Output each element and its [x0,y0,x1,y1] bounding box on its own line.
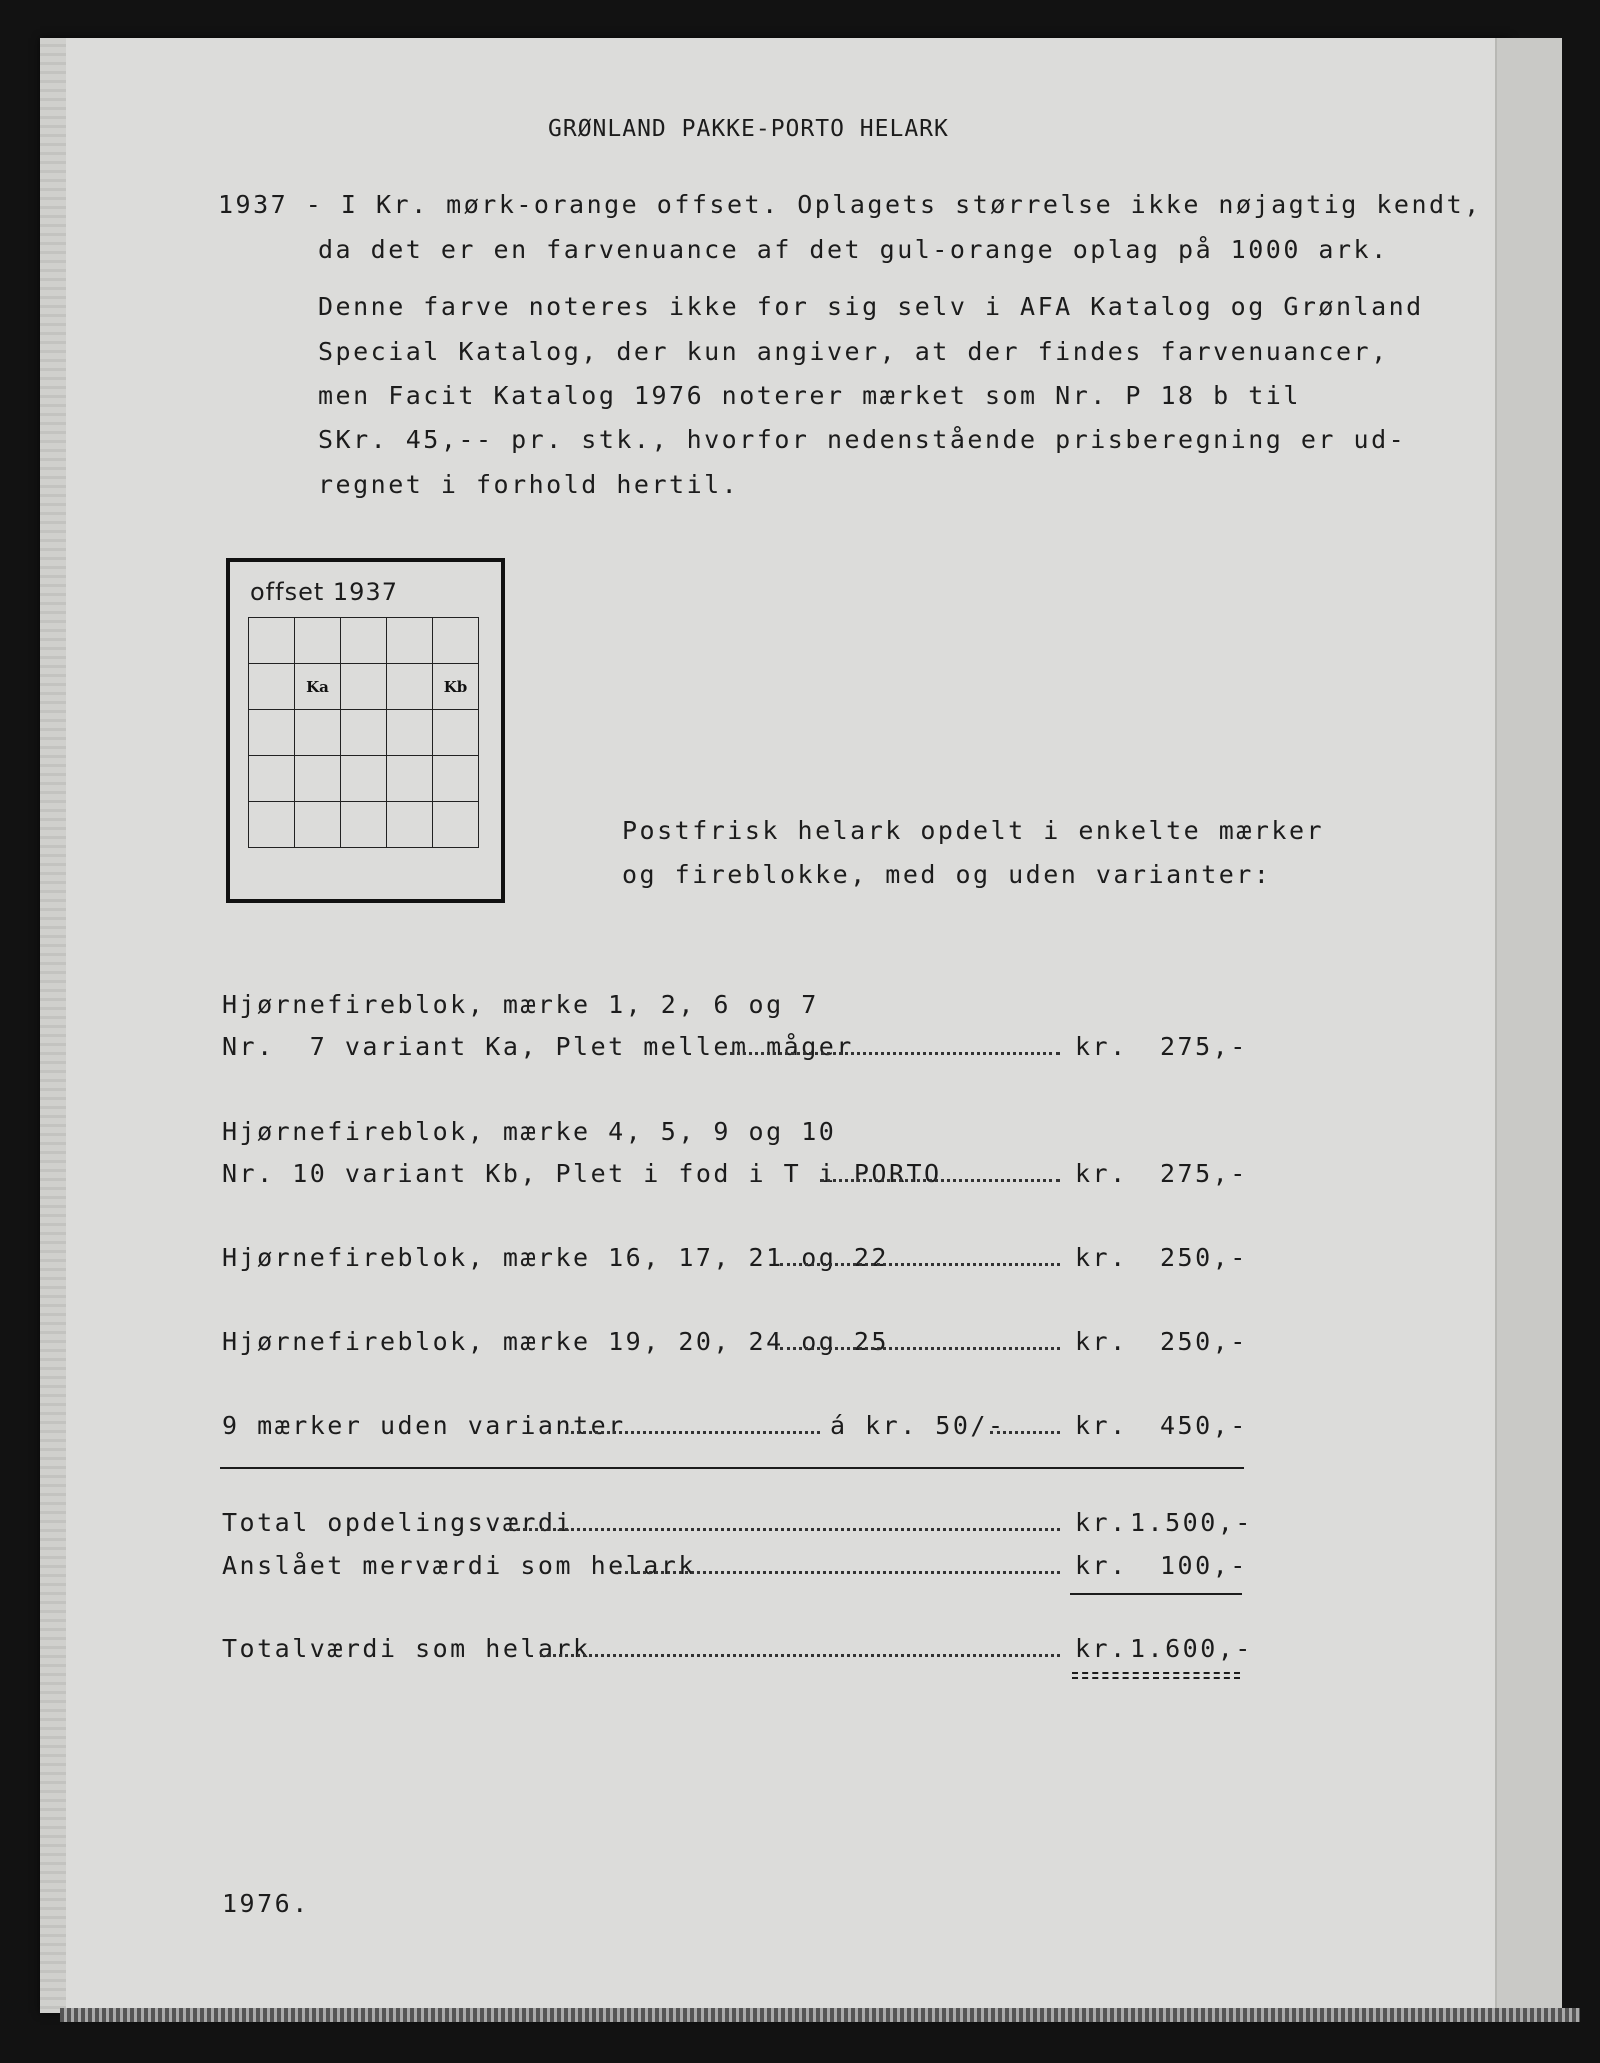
item-4-price: 250,- [1160,1327,1248,1356]
album-page-right-margin [1495,38,1562,2013]
intro-line-5: men Facit Katalog 1976 noterer mærket som Nr. P 18 b til [318,381,1301,410]
intro-line-3: Denne farve noteres ikke for sig selv i AFA Katalog og Grønland [318,292,1424,321]
leader-dots [565,1431,820,1434]
sheet-diagram-label: offset 1937 [250,578,398,606]
item-5-price: 450,- [1160,1411,1248,1440]
album-page-left-edge [40,38,66,2013]
leader-dots [780,1347,1060,1350]
added-value-currency: kr. [1075,1551,1128,1580]
cell-label-ka: Ka [295,664,341,710]
intro-line-6: SKr. 45,-- pr. stk., hvorfor nedenstående prisberegning er ud- [318,425,1407,454]
sheet-diagram-grid [248,617,479,848]
item-5-unit-price: á kr. 50/- [830,1411,1006,1440]
added-value-label: Anslået merværdi som helark [222,1551,696,1580]
item-1-variant: Nr. 7 variant Ka, Plet mellem måger [222,1032,854,1061]
item-2-currency: kr. [1075,1159,1128,1188]
grand-total-currency: kr. [1075,1634,1128,1663]
caption-line-2: og fireblokke, med og uden varianter: [622,860,1272,889]
leader-dots [540,1654,1060,1657]
footer-year: 1976. [222,1889,310,1918]
item-1-title: Hjørnefireblok, mærke 1, 2, 6 og 7 [222,990,819,1019]
item-1-currency: kr. [1075,1032,1128,1061]
intro-line-1: 1937 - I Kr. mørk-orange offset. Oplagets størrelse ikke nøjagtig kendt, [218,190,1482,219]
intro-line-2: da det er en farvenuance af det gul-orange oplag på 1000 ark. [318,235,1389,264]
item-4-currency: kr. [1075,1327,1128,1356]
caption-line-1: Postfrisk helark opdelt i enkelte mærker [622,816,1325,845]
page-title: GRØNLAND PAKKE-PORTO HELARK [548,116,949,142]
total-split-price: 1.500,- [1130,1508,1253,1537]
leader-dots [820,1179,1060,1182]
document-page [40,38,1510,2013]
sum-rule [1070,1593,1242,1595]
item-5-title: 9 mærker uden varianter [222,1411,626,1440]
intro-line-7: regnet i forhold hertil. [318,470,740,499]
item-5-currency: kr. [1075,1411,1128,1440]
grand-total-label: Totalværdi som helark [222,1634,591,1663]
item-3-currency: kr. [1075,1243,1128,1272]
grand-total-price: 1.600,- [1130,1634,1253,1663]
album-page-bottom-edge [60,2008,1580,2022]
intro-line-4: Special Katalog, der kun angiver, at der findes farvenuancer, [318,337,1389,366]
divider-rule [220,1467,1244,1469]
added-value-price: 100,- [1160,1551,1248,1580]
leader-dots [780,1263,1060,1266]
item-2-title: Hjørnefireblok, mærke 4, 5, 9 og 10 [222,1117,837,1146]
leader-dots [618,1571,1060,1574]
leader-dots [510,1528,1060,1531]
leader-dots [730,1052,1060,1055]
leader-dots [990,1431,1060,1434]
item-1-price: 275,- [1160,1032,1248,1061]
item-3-price: 250,- [1160,1243,1248,1272]
item-3-title: Hjørnefireblok, mærke 16, 17, 21 og 22 [222,1243,889,1272]
cell-label-kb: Kb [433,664,479,710]
item-2-price: 275,- [1160,1159,1248,1188]
item-2-variant: Nr. 10 variant Kb, Plet i fod i T i PORTO [222,1159,942,1188]
total-split-label: Total opdelingsværdi [222,1508,574,1537]
double-underline [1072,1672,1240,1679]
total-split-currency: kr. [1075,1508,1128,1537]
item-4-title: Hjørnefireblok, mærke 19, 20, 24 og 25 [222,1327,889,1356]
